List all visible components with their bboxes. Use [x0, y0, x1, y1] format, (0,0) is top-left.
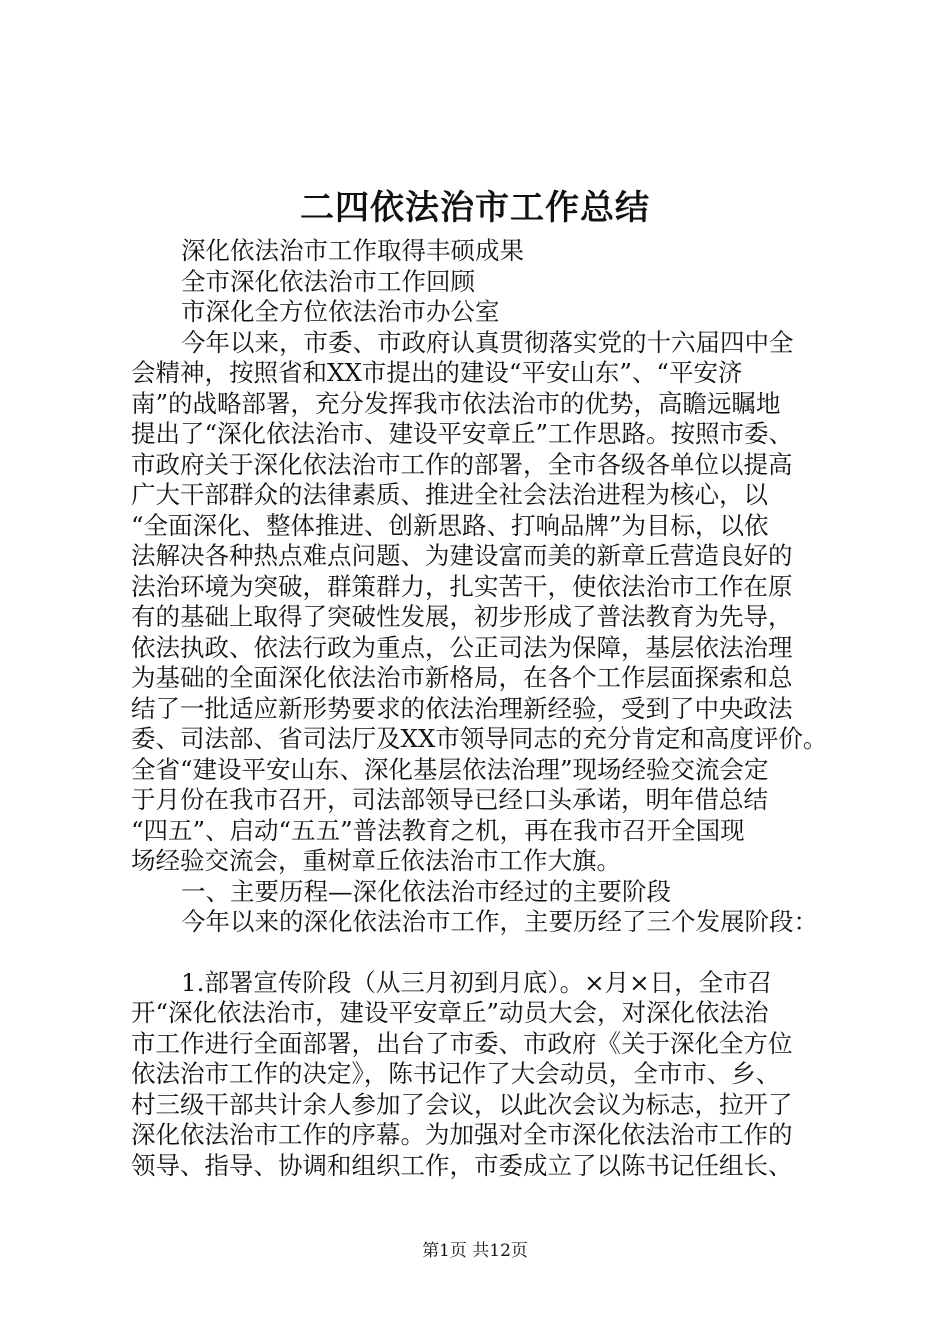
text-line: 今年以来的深化依法治市工作，主要历经了三个发展阶段： [181, 907, 818, 936]
text-line: 广大干部群众的法律素质、推进全社会法治进程为核心，以 [131, 480, 768, 509]
text-line: 委、司法部、省司法厅及XX市领导同志的充分肯定和高度评价。 [131, 724, 828, 753]
text-line: 深化依法治市工作的序幕。为加强对全市深化依法治市工作的 [131, 1120, 793, 1149]
text-line: 依法执政、依法行政为重点，公正司法为保障，基层依法治理 [131, 632, 793, 662]
text-line: 今年以来，市委、市政府认真贯彻落实党的十六届四中全 [181, 327, 794, 357]
text-line: 为基础的全面深化依法治市新格局，在各个工作层面探索和总 [131, 663, 793, 692]
text-line: 全市深化依法治市工作回顾 [181, 266, 475, 296]
text-line: 深化依法治市工作取得丰硕成果 [181, 236, 524, 265]
text-line: 依法治市工作的决定》，陈书记作了大会动员，全市市、乡、 [131, 1059, 781, 1088]
text-line: 场经验交流会，重树章丘依法治市工作大旗。 [131, 846, 621, 875]
text-line: 市深化全方位依法治市办公室 [181, 297, 500, 326]
page-footer: 第1页 共12页 [422, 1241, 528, 1261]
blank-line [131, 938, 827, 968]
text-line: 市工作进行全面部署，出台了市委、市政府《关于深化全方位 [131, 1028, 793, 1058]
text-line: 有的基础上取得了突破性发展，初步形成了普法教育为先导， [131, 602, 793, 631]
text-line: 村三级干部共计余人参加了会议，以此次会议为标志，拉开了 [131, 1089, 793, 1119]
text-line: 会精神，按照省和XX市提出的建设“平安山东”、“平安济 [131, 358, 743, 387]
text-line: 法解决各种热点难点问题、为建设富而美的新章丘营造良好的 [131, 541, 793, 570]
text-line: 南”的战略部署，充分发挥我市依法治市的优势，高瞻远瞩地 [131, 388, 781, 418]
text-line: 开“深化依法治市，建设平安章丘”动员大会，对深化依法治 [131, 998, 769, 1027]
text-line: 提出了“深化依法治市、建设平安章丘”工作思路。按照市委、 [131, 419, 794, 448]
text-line: 市政府关于深化依法治市工作的部署，全市各级各单位以提高 [131, 449, 793, 479]
text-line: 于月份在我市召开，司法部领导已经口头承诺，明年借总结 [131, 785, 768, 814]
text-line: 法治环境为突破，群策群力，扎实苦干，使依法治市工作在原 [131, 571, 793, 601]
document-body [131, 236, 827, 1181]
text-line: “四五”、启动“五五”普法教育之机，再在我市召开全国现 [131, 815, 745, 845]
text-line: 全省“建设平安山东、深化基层依法治理”现场经验交流会定 [131, 754, 769, 784]
text-line: 领导、指导、协调和组织工作，市委成立了以陈书记任组长、 [131, 1150, 793, 1180]
document-title: 二四依法治市工作总结 [300, 188, 650, 228]
text-line: 1.部署宣传阶段（从三月初到月底）。×月×日，全市召 [181, 967, 773, 997]
text-line: “全面深化、整体推进、创新思路、打响品牌”为目标，以依 [131, 510, 769, 540]
text-line: 结了一批适应新形势要求的依法治理新经验，受到了中央政法 [131, 693, 793, 723]
text-line: 一、主要历程—深化依法治市经过的主要阶段 [181, 876, 671, 906]
